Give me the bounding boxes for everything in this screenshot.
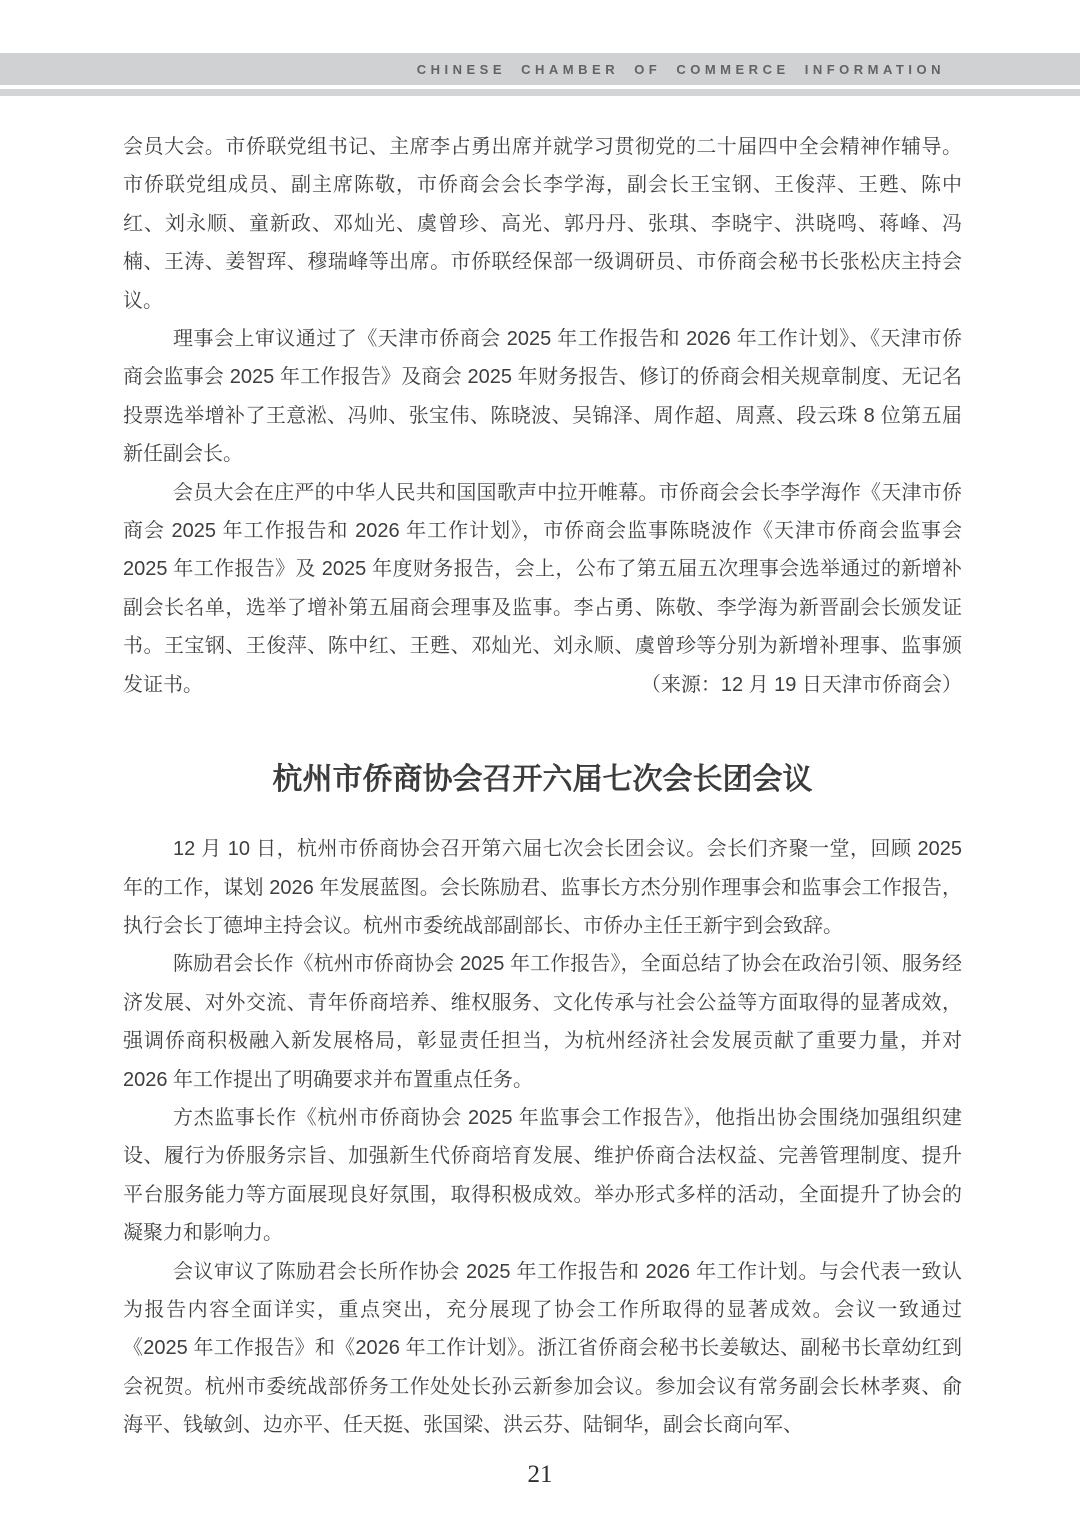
header-banner-text: CHINESE CHAMBER OF COMMERCE INFORMATION xyxy=(416,61,945,77)
article2-paragraph-3: 方杰监事长作《杭州市侨商协会 2025 年监事会工作报告》，他指出协会围绕加强组织建设、履行为侨服务宗旨、加强新生代侨商培育发展、维护侨商合法权益、完善管理制度、提升平台服务能力等方面展现良好氛围，取得积极成效。举办形式多样的活动，全面提升了协会的凝聚力和影响力。 xyxy=(123,1106,962,1245)
article1-paragraph-3-text: 会员大会在庄严的中华人民共和国国歌声中拉开帷幕。市侨商会会长李学海作《天津市侨商会 2025 年工作报告和 2026 年工作计划》，市侨商会监事陈晓波作《天津市侨商会监事会 2025 年工作报告》及 2025 年度财务报告，会上，公布了第五届五次理事会选举通过的新增补副会长名单，选举了增补第五届商会理事及监事。李占勇、陈敬、李学海为新晋副会长颁发证书。王宝钢、王俊萍、陈中红、王甦、邓灿光、刘永顺、虞曾珍等分别为新增补理事、监事颁发证书。 xyxy=(123,481,962,696)
article2-title: 杭州市侨商协会召开六届七次会长团会议 xyxy=(272,763,813,797)
article2-paragraph-1: 12 月 10 日，杭州市侨商协会召开第六届七次会长团会议。会长们齐聚一堂，回顾 2025 年的工作，谋划 2026 年发展蓝图。会长陈励君、监事长方杰分别作理事会和监事会工作报告，执行会长丁德坤主持会议。杭州市委统战部副部长、市侨办主任王新宇到会致辞。 xyxy=(123,838,962,937)
article1-paragraph-continuation: 会员大会。市侨联党组书记、主席李占勇出席并就学习贯彻党的二十届四中全会精神作辅导。市侨联党组成员、副主席陈敬，市侨商会会长李学海，副会长王宝钢、王俊萍、王甦、陈中红、刘永顺、童新政、邓灿光、虞曾珍、高光、郭丹丹、张琪、李晓宇、洪晓鸣、蒋峰、冯楠、王涛、姜智珲、穆瑞峰等出席。市侨联经保部一级调研员、市侨商会秘书长张松庆主持会议。 xyxy=(123,136,962,312)
article1-paragraph-3 xyxy=(123,474,962,704)
source-attribution: （来源：12 月 19 日天津市侨商会） xyxy=(640,673,962,696)
page-number: 21 xyxy=(527,1461,553,1488)
article2-paragraph-2: 陈励君会长作《杭州市侨商协会 2025 年工作报告》，全面总结了协会在政治引领、服务经济发展、对外交流、青年侨商培养、维权服务、文化传承与社会公益等方面取得的显著成效，强调侨商积极融入新发展格局，彰显责任担当，为杭州经济社会发展贡献了重要力量，并对 2026 年工作提出了明确要求并布置重点任务。 xyxy=(123,953,962,1091)
article1-paragraph-2: 理事会上审议通过了《天津市侨商会 2025 年工作报告和 2026 年工作计划》、《天津市侨商会监事会 2025 年工作报告》及商会 2025 年财务报告、修订的侨商会相关规章制度、无记名投票选举增补了王意淞、冯帅、张宝伟、陈晓波、吴锦泽、周作超、周熹、段云珠 8 位第五届新任副会长。 xyxy=(123,328,962,466)
article2-paragraph-4: 会议审议了陈励君会长所作协会 2025 年工作报告和 2026 年工作计划。与会代表一致认为报告内容全面详实，重点突出，充分展现了协会工作所取得的显著成效。会议一致通过《2025 年工作报告》和《2026 年工作计划》。浙江省侨商会秘书长姜敏达、副秘书长章幼红到会祝贺。杭州市委统战部侨务工作处处长孙云新参加会议。参加会议有常务副会长林孝爽、俞海平、钱敏剑、边亦平、任天挺、张国梁、洪云芬、陆铜华，副会长商向军、 xyxy=(123,1260,962,1437)
page-content xyxy=(123,128,962,1445)
header-band xyxy=(0,53,1080,85)
header-rule xyxy=(0,89,1080,96)
